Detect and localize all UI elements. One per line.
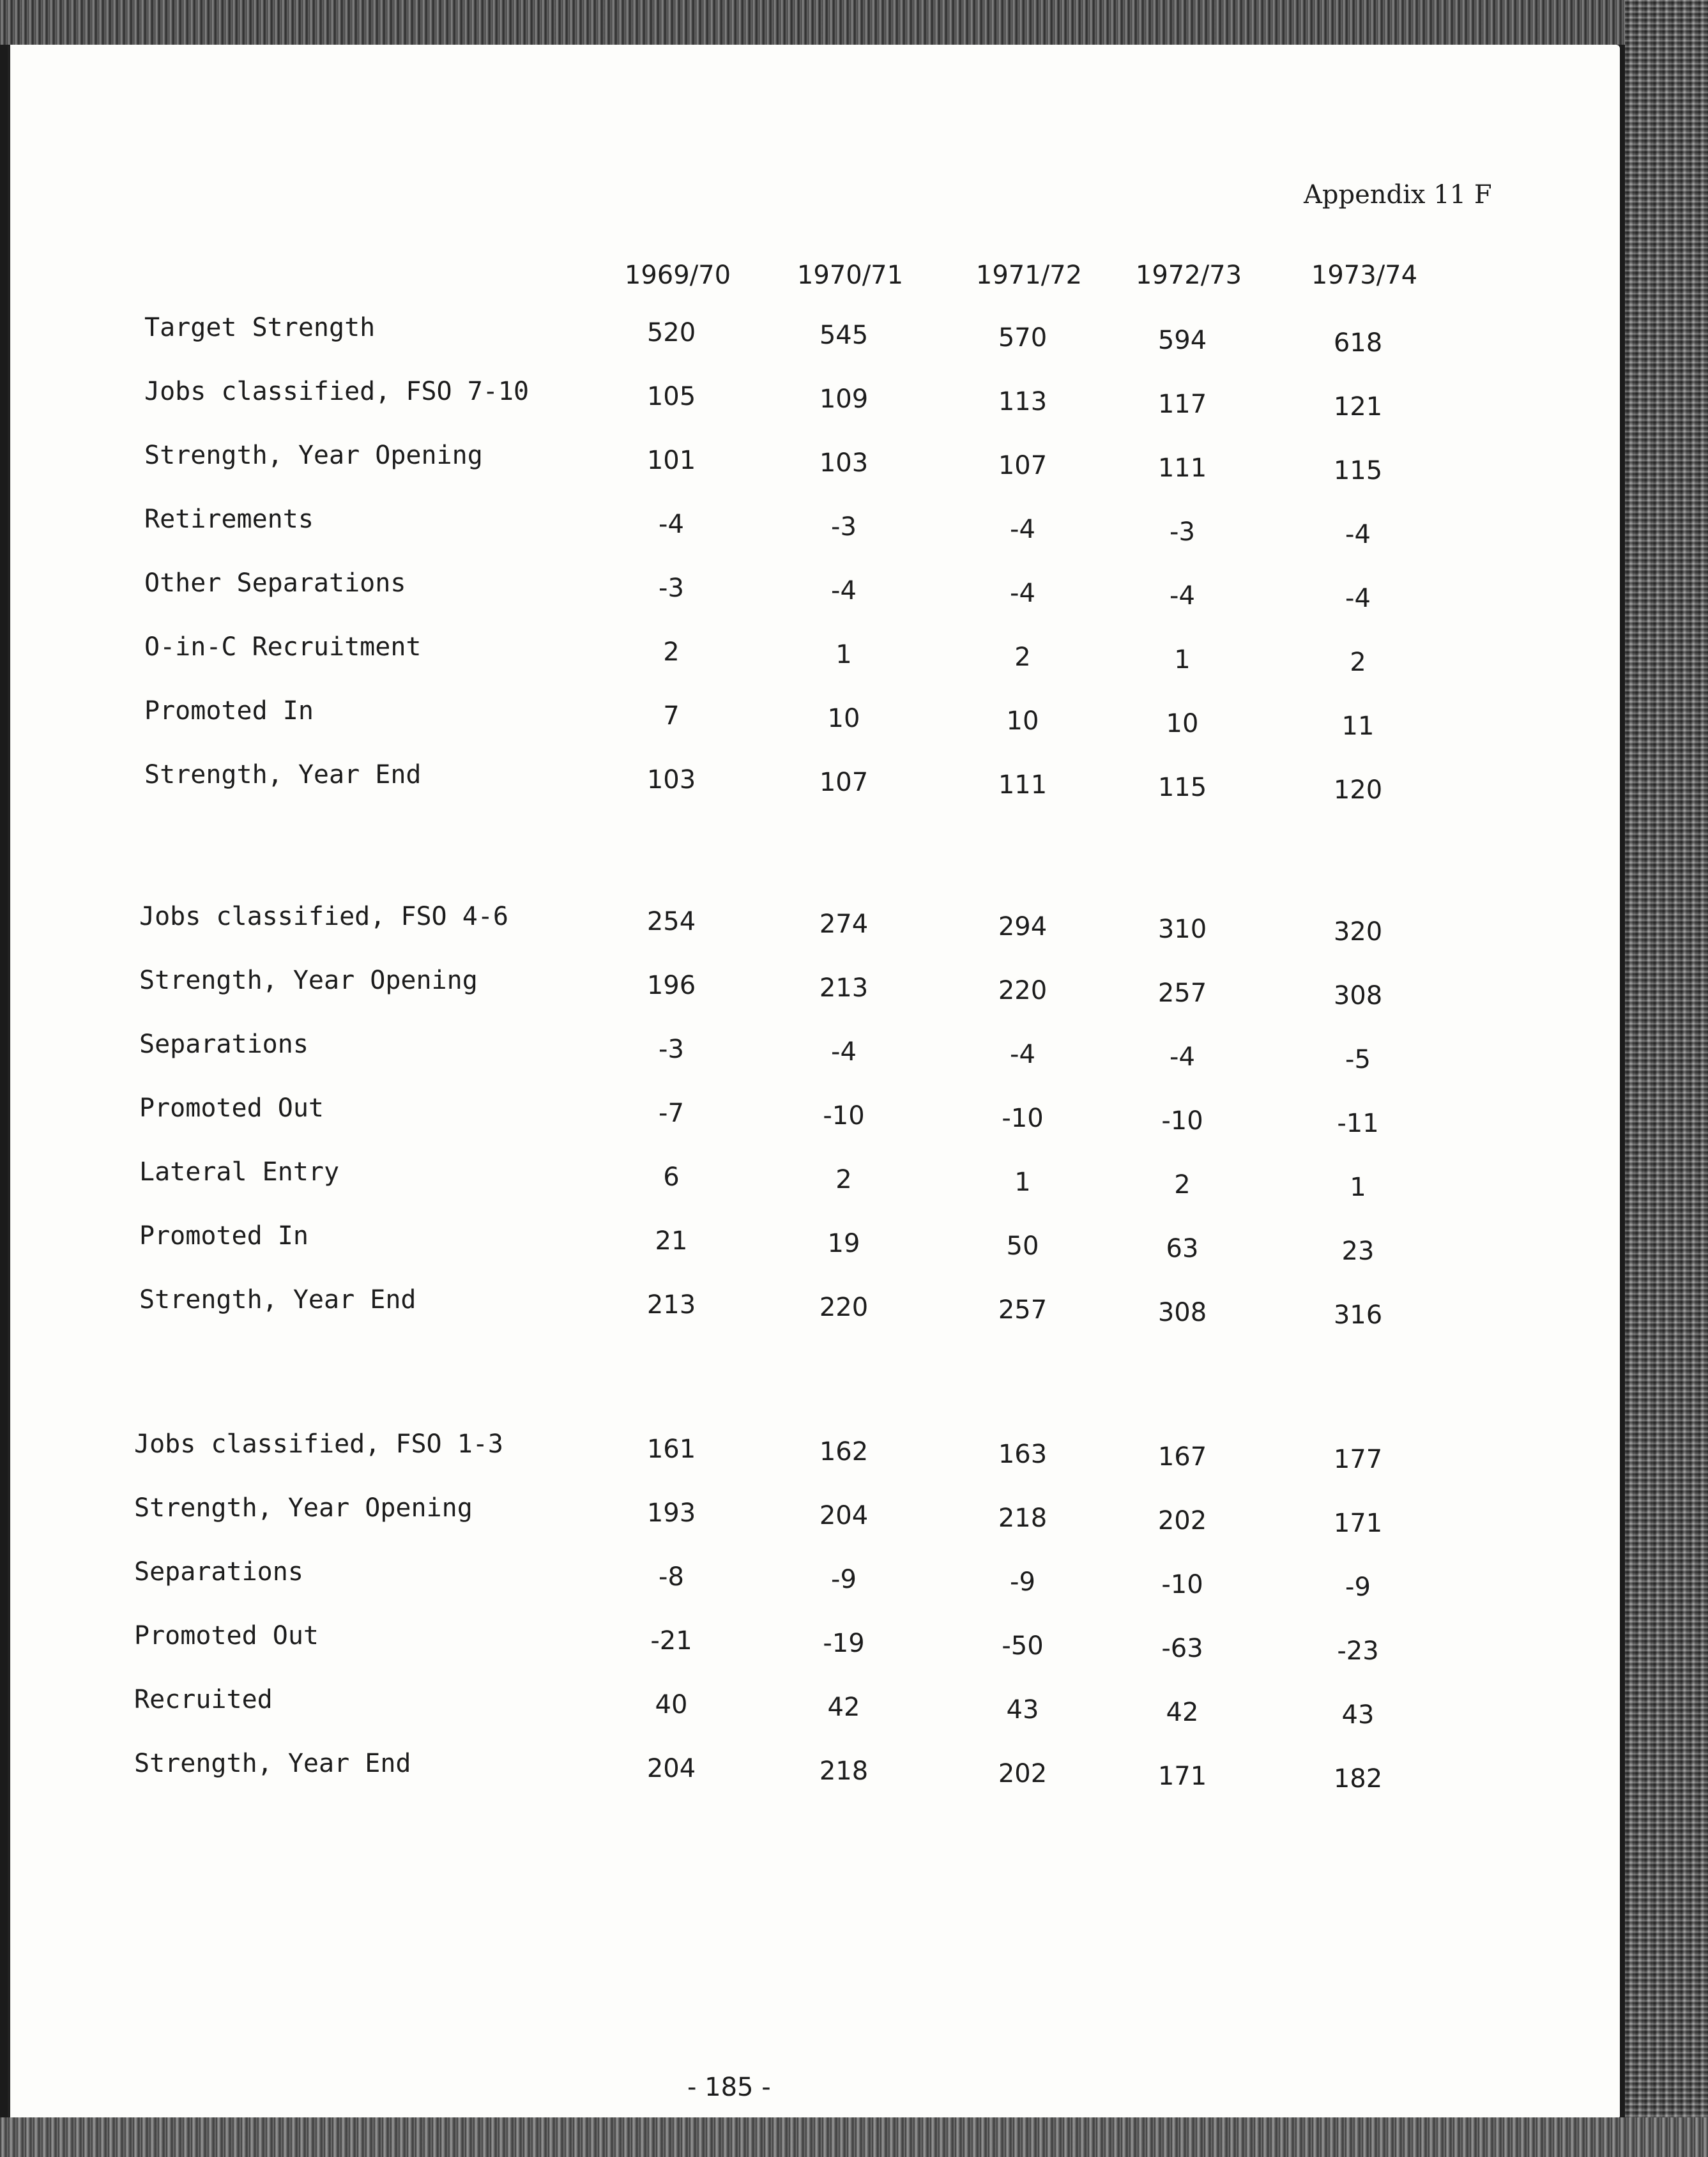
- row-label: Promoted Out: [139, 1094, 324, 1123]
- row-label: Other Separations: [144, 568, 406, 598]
- table-cell: 257: [1157, 979, 1207, 1008]
- row-label: Separations: [134, 1557, 303, 1587]
- table-cell: 23: [1341, 1237, 1375, 1266]
- scan-border-right: [1625, 0, 1708, 2157]
- table-cell: -4: [659, 510, 684, 539]
- table-cell: 162: [819, 1437, 869, 1467]
- table-cell: -3: [659, 1035, 684, 1064]
- table-cell: 63: [1166, 1234, 1199, 1263]
- table-cell: 618: [1333, 328, 1383, 358]
- table-cell: -10: [823, 1101, 865, 1131]
- table-cell: 594: [1157, 326, 1207, 355]
- table-cell: 308: [1333, 981, 1383, 1010]
- table-cell: -4: [1345, 520, 1371, 549]
- table-cell: -9: [831, 1565, 857, 1594]
- table-cell: -9: [1345, 1573, 1371, 1602]
- table-cell: 163: [998, 1440, 1048, 1469]
- table-cell: 2: [1014, 643, 1031, 672]
- table-cell: 105: [646, 382, 696, 411]
- document-page: [8, 45, 1620, 2117]
- column-header: 1972/73: [1135, 261, 1242, 290]
- row-label: Separations: [139, 1030, 309, 1059]
- table-cell: 120: [1333, 775, 1383, 805]
- row-label: Strength, Year End: [144, 760, 422, 789]
- table-cell: -4: [1345, 584, 1371, 613]
- table-cell: -4: [1010, 1040, 1035, 1069]
- table-cell: 11: [1341, 712, 1375, 741]
- table-cell: -63: [1161, 1634, 1203, 1663]
- table-cell: 115: [1333, 456, 1383, 485]
- table-cell: 109: [819, 385, 869, 414]
- row-label: Promoted In: [144, 696, 314, 726]
- table-cell: 316: [1333, 1300, 1383, 1330]
- table-cell: 220: [998, 976, 1048, 1005]
- table-cell: 111: [1157, 454, 1207, 483]
- table-cell: 202: [1157, 1506, 1207, 1536]
- table-cell: -4: [831, 1037, 857, 1067]
- table-cell: -4: [1010, 515, 1035, 544]
- table-cell: 113: [998, 387, 1048, 416]
- table-cell: -21: [650, 1626, 692, 1656]
- table-cell: 182: [1333, 1764, 1383, 1794]
- table-cell: 167: [1157, 1442, 1207, 1472]
- table-cell: 103: [819, 448, 869, 478]
- table-cell: 196: [646, 971, 696, 1000]
- table-cell: 6: [663, 1162, 680, 1192]
- table-cell: -10: [1161, 1106, 1203, 1136]
- table-cell: -19: [823, 1629, 865, 1658]
- table-cell: 2: [835, 1165, 852, 1194]
- table-cell: -10: [1161, 1570, 1203, 1599]
- table-cell: -4: [1170, 1042, 1195, 1072]
- table-cell: 10: [827, 704, 860, 733]
- row-label: Jobs classified, FSO 1-3: [134, 1429, 503, 1459]
- table-cell: 1: [1014, 1168, 1031, 1197]
- page-number: - 185 -: [687, 2073, 771, 2102]
- table-cell: 254: [646, 907, 696, 936]
- row-label: Retirements: [144, 505, 314, 534]
- row-label: Strength, Year Opening: [139, 966, 478, 995]
- column-header: 1971/72: [975, 261, 1083, 290]
- table-cell: 320: [1333, 917, 1383, 947]
- table-cell: -3: [831, 512, 857, 542]
- table-cell: 1: [1174, 645, 1191, 675]
- table-cell: 107: [819, 768, 869, 797]
- table-cell: 101: [646, 446, 696, 475]
- table-cell: -50: [1002, 1631, 1044, 1661]
- table-cell: 213: [819, 973, 869, 1003]
- table-cell: 177: [1333, 1445, 1383, 1474]
- table-cell: 161: [646, 1435, 696, 1464]
- table-cell: 2: [1174, 1170, 1191, 1200]
- scan-border-top: [0, 0, 1708, 45]
- table-cell: 111: [998, 770, 1048, 800]
- table-cell: 50: [1006, 1231, 1039, 1261]
- table-cell: 257: [998, 1295, 1048, 1325]
- table-cell: -4: [1010, 579, 1035, 608]
- column-header: 1969/70: [624, 261, 731, 290]
- table-cell: 43: [1006, 1695, 1039, 1725]
- table-cell: -7: [659, 1099, 684, 1128]
- table-cell: 204: [646, 1754, 696, 1783]
- table-cell: -8: [659, 1562, 684, 1592]
- appendix-label: Appendix 11 F: [1304, 180, 1492, 210]
- scan-border-bottom: [0, 2117, 1708, 2157]
- row-label: Promoted Out: [134, 1621, 319, 1650]
- table-cell: 1: [835, 640, 852, 669]
- row-label: O-in-C Recruitment: [144, 632, 422, 662]
- table-cell: 40: [655, 1690, 688, 1719]
- table-cell: 570: [998, 323, 1048, 353]
- row-label: Strength, Year End: [139, 1285, 416, 1315]
- table-cell: 107: [998, 451, 1048, 480]
- table-cell: 274: [819, 910, 869, 939]
- table-cell: 42: [1166, 1698, 1199, 1727]
- row-label: Target Strength: [144, 313, 376, 342]
- table-cell: -11: [1337, 1109, 1379, 1138]
- table-cell: 2: [663, 637, 680, 667]
- table-cell: 7: [663, 701, 680, 731]
- table-cell: 2: [1350, 648, 1366, 677]
- row-label: Promoted In: [139, 1221, 309, 1251]
- table-cell: 520: [646, 318, 696, 347]
- table-cell: -4: [1170, 581, 1195, 611]
- table-cell: -5: [1345, 1045, 1371, 1074]
- table-cell: 10: [1006, 706, 1039, 736]
- table-cell: 310: [1157, 915, 1207, 944]
- table-cell: 204: [819, 1501, 869, 1530]
- table-cell: 117: [1157, 390, 1207, 419]
- table-cell: -3: [659, 574, 684, 603]
- table-cell: 115: [1157, 773, 1207, 802]
- table-cell: 218: [998, 1504, 1048, 1533]
- table-cell: 213: [646, 1290, 696, 1320]
- row-label: Strength, Year Opening: [134, 1493, 473, 1523]
- table-cell: 10: [1166, 709, 1199, 738]
- table-cell: 171: [1333, 1509, 1383, 1538]
- table-cell: 545: [819, 321, 869, 350]
- table-cell: 294: [998, 912, 1048, 941]
- column-header: 1973/74: [1311, 261, 1418, 290]
- table-cell: -23: [1337, 1636, 1379, 1666]
- row-label: Strength, Year End: [134, 1749, 411, 1778]
- table-cell: 171: [1157, 1762, 1207, 1791]
- row-label: Strength, Year Opening: [144, 441, 483, 470]
- table-cell: 308: [1157, 1298, 1207, 1327]
- table-cell: 103: [646, 765, 696, 795]
- row-label: Jobs classified, FSO 4-6: [139, 902, 508, 931]
- table-cell: 218: [819, 1757, 869, 1786]
- table-cell: -9: [1010, 1567, 1035, 1597]
- table-cell: 19: [827, 1229, 860, 1258]
- table-cell: 43: [1341, 1700, 1375, 1730]
- row-label: Lateral Entry: [139, 1157, 340, 1187]
- table-cell: 42: [827, 1693, 860, 1722]
- table-cell: -4: [831, 576, 857, 606]
- table-cell: 193: [646, 1498, 696, 1528]
- column-header: 1970/71: [797, 261, 904, 290]
- table-cell: -10: [1002, 1104, 1044, 1133]
- row-label: Jobs classified, FSO 7-10: [144, 377, 530, 406]
- table-cell: 121: [1333, 392, 1383, 422]
- table-cell: 1: [1350, 1173, 1366, 1202]
- row-label: Recruited: [134, 1685, 273, 1714]
- table-cell: 202: [998, 1759, 1048, 1788]
- table-cell: -3: [1170, 517, 1195, 547]
- table-cell: 220: [819, 1293, 869, 1322]
- table-cell: 21: [655, 1226, 688, 1256]
